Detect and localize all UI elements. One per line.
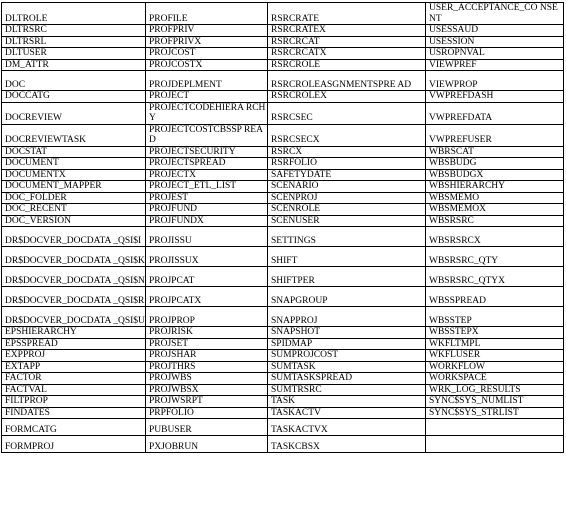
table-list-table (1, 2, 564, 453)
table-row (2, 102, 564, 124)
table-cell: DOCUMENT_MAPPER (2, 181, 146, 193)
table-row (2, 215, 564, 227)
table-cell: PROJWBS (146, 373, 268, 385)
table-cell: DR$DOCVER_DOCDATA _QSI$N (2, 267, 146, 287)
table-cell: RSRCRATEX (268, 25, 426, 37)
table-cell: DOCSTAT (2, 146, 146, 158)
table-row (2, 192, 564, 204)
table-cell: SCENUSER (268, 215, 426, 227)
table-row (2, 158, 564, 170)
table-cell: WBSRSRC_QTYX (426, 267, 564, 287)
table-row (2, 419, 564, 436)
table-body (2, 3, 564, 453)
table-cell: RSRCRCATX (268, 48, 426, 60)
table-cell: SYNC$SYS_STRLIST (426, 407, 564, 419)
table-cell: WBSBUDG (426, 158, 564, 170)
table-cell: SNAPSHOT (268, 327, 426, 339)
table-cell: WBSRSRC (426, 215, 564, 227)
table-cell: SNAPGROUP (268, 287, 426, 307)
table-cell: FORMCATG (2, 419, 146, 436)
table-cell: RSRCROLEX (268, 91, 426, 103)
table-cell: WKFLUSER (426, 350, 564, 362)
table-cell: USESSAUD (426, 25, 564, 37)
table-row (2, 169, 564, 181)
table-cell: PROJFUNDX (146, 215, 268, 227)
table-cell: PROJPROP (146, 307, 268, 327)
table-cell: PROJSET (146, 338, 268, 350)
table-row (2, 327, 564, 339)
table-cell: SHIFTPER (268, 267, 426, 287)
table-cell: PROJWSRPT (146, 396, 268, 408)
table-cell: PROJISSU (146, 227, 268, 247)
table-cell: DOC_FOLDER (2, 192, 146, 204)
table-cell: WRK_LOG_RESULTS (426, 384, 564, 396)
table-cell: FACTVAL (2, 384, 146, 396)
table-row (2, 396, 564, 408)
table-cell: FACTOR (2, 373, 146, 385)
table-cell: WORKFLOW (426, 361, 564, 373)
table-cell: SETTINGS (268, 227, 426, 247)
table-row (2, 91, 564, 103)
table-cell: PROJCOST (146, 48, 268, 60)
table-cell: VWPREFDATA (426, 102, 564, 124)
table-cell: SCENROLE (268, 204, 426, 216)
table-row (2, 350, 564, 362)
table-row (2, 407, 564, 419)
table-cell: USROPNVAL (426, 48, 564, 60)
table-cell: EPSSPREAD (2, 338, 146, 350)
table-row (2, 227, 564, 247)
table-cell: PROJFUND (146, 204, 268, 216)
table-cell: VIEWPREF (426, 59, 564, 71)
table-row (2, 436, 564, 453)
table-cell: WBSRSRC_QTY (426, 247, 564, 267)
table-cell: PROJECTX (146, 169, 268, 181)
table-cell: DOC (2, 71, 146, 91)
table-cell: PROJPCAT (146, 267, 268, 287)
table-cell: SNAPPROJ (268, 307, 426, 327)
table-cell: WBSSPREAD (426, 287, 564, 307)
table-cell: SCENPROJ (268, 192, 426, 204)
table-cell: PXJOBRUN (146, 436, 268, 453)
table-cell: RSRCROLEASGNMENTSPRE AD (268, 71, 426, 91)
table-cell: PROJECT (146, 91, 268, 103)
table-cell: VIEWPROP (426, 71, 564, 91)
table-cell: PROFPRIVX (146, 36, 268, 48)
table-row (2, 146, 564, 158)
table-row (2, 3, 564, 25)
table-cell: DR$DOCVER_DOCDATA _QSI$U (2, 307, 146, 327)
table-cell: SUMPROJCOST (268, 350, 426, 362)
table-cell: DLTROLE (2, 3, 146, 25)
table-cell: SYNC$SYS_NUMLIST (426, 396, 564, 408)
table-cell: DOCREVIEWTASK (2, 124, 146, 146)
table-cell: DOC_RECENT (2, 204, 146, 216)
table-cell: RSRCROLE (268, 59, 426, 71)
table-cell: EXTAPP (2, 361, 146, 373)
table-cell: EPSHIERARCHY (2, 327, 146, 339)
table-cell: PROJRISK (146, 327, 268, 339)
table-cell: DLTRSRC (2, 25, 146, 37)
table-cell: PROJPCATX (146, 287, 268, 307)
table-cell: WBSBUDGX (426, 169, 564, 181)
table-cell: WORKSPACE (426, 373, 564, 385)
table-row (2, 48, 564, 60)
table-row (2, 361, 564, 373)
table-cell: RSRCSEC (268, 102, 426, 124)
table-cell: DR$DOCVER_DOCDATA _QSI$K (2, 247, 146, 267)
table-cell: WBSHIERARCHY (426, 181, 564, 193)
table-cell: PROJECT_ETL_LIST (146, 181, 268, 193)
table-cell: RSRCRCAT (268, 36, 426, 48)
table-row (2, 71, 564, 91)
table-cell: PROJECTSECURITY (146, 146, 268, 158)
table-cell: PROJCOSTX (146, 59, 268, 71)
table-cell: PROJDEPLMENT (146, 71, 268, 91)
table-cell: FILTPROP (2, 396, 146, 408)
table-cell: TASKACTVX (268, 419, 426, 436)
table-cell: SUMTASK (268, 361, 426, 373)
table-cell: PROJECTCODEHIERA RCHY (146, 102, 268, 124)
table-cell: SAFETYDATE (268, 169, 426, 181)
table-cell: PROJWBSX (146, 384, 268, 396)
table-cell: EXPPROJ (2, 350, 146, 362)
table-row (2, 25, 564, 37)
table-cell: FINDATES (2, 407, 146, 419)
table-cell: WBRSCAT (426, 146, 564, 158)
table-cell: PUBUSER (146, 419, 268, 436)
table-row (2, 247, 564, 267)
table-cell: USER_ACCEPTANCE_CO NSENT (426, 3, 564, 25)
table-cell: SPIDMAP (268, 338, 426, 350)
table-cell: WBSMEMO (426, 192, 564, 204)
table-cell: PROFPRIV (146, 25, 268, 37)
table-cell: DLTUSER (2, 48, 146, 60)
table-cell: DOCCATG (2, 91, 146, 103)
table-cell: SCENARIO (268, 181, 426, 193)
table-row (2, 287, 564, 307)
table-cell: PROJSHAR (146, 350, 268, 362)
table-row (2, 338, 564, 350)
table-cell: WBSMEMOX (426, 204, 564, 216)
table-row (2, 36, 564, 48)
table-cell: PROJISSUX (146, 247, 268, 267)
table-cell: WKFLTMPL (426, 338, 564, 350)
table-cell: WBSSTEPX (426, 327, 564, 339)
table-cell: PROJECTCOSTCBSSP READ (146, 124, 268, 146)
table-cell: SUMTRSRC (268, 384, 426, 396)
table-cell: TASKACTV (268, 407, 426, 419)
table-cell: DM_ATTR (2, 59, 146, 71)
table-cell: DLTRSRL (2, 36, 146, 48)
table-cell: DOCUMENTX (2, 169, 146, 181)
table-cell (426, 436, 564, 453)
table-cell: RSRCSECX (268, 124, 426, 146)
table-cell: PRPFOLIO (146, 407, 268, 419)
table-row (2, 204, 564, 216)
table-cell: TASK (268, 396, 426, 408)
table-cell: RSRFOLIO (268, 158, 426, 170)
table-cell: DR$DOCVER_DOCDATA _QSI$I (2, 227, 146, 247)
table-cell: VWPREFUSER (426, 124, 564, 146)
table-cell: SHIFT (268, 247, 426, 267)
table-row (2, 373, 564, 385)
table-cell: FORMPROJ (2, 436, 146, 453)
table-cell (426, 419, 564, 436)
table-cell: RSRCX (268, 146, 426, 158)
table-row (2, 59, 564, 71)
table-cell: WBSRSRCX (426, 227, 564, 247)
table-row (2, 307, 564, 327)
table-cell: DR$DOCVER_DOCDATA _QSI$R (2, 287, 146, 307)
table-cell: DOCREVIEW (2, 102, 146, 124)
table-cell: RSRCRATE (268, 3, 426, 25)
table-cell: PROJEST (146, 192, 268, 204)
table-row (2, 124, 564, 146)
table-cell: USESSION (426, 36, 564, 48)
table-row (2, 181, 564, 193)
table-cell: SUMTASKSPREAD (268, 373, 426, 385)
table-cell: PROJTHRS (146, 361, 268, 373)
table-cell: WBSSTEP (426, 307, 564, 327)
table-cell: VWPREFDASH (426, 91, 564, 103)
table-cell: DOCUMENT (2, 158, 146, 170)
table-cell: PROFILE (146, 3, 268, 25)
table-row (2, 267, 564, 287)
table-row (2, 384, 564, 396)
table-cell: PROJECTSPREAD (146, 158, 268, 170)
table-cell: TASKCBSX (268, 436, 426, 453)
table-cell: DOC_VERSION (2, 215, 146, 227)
